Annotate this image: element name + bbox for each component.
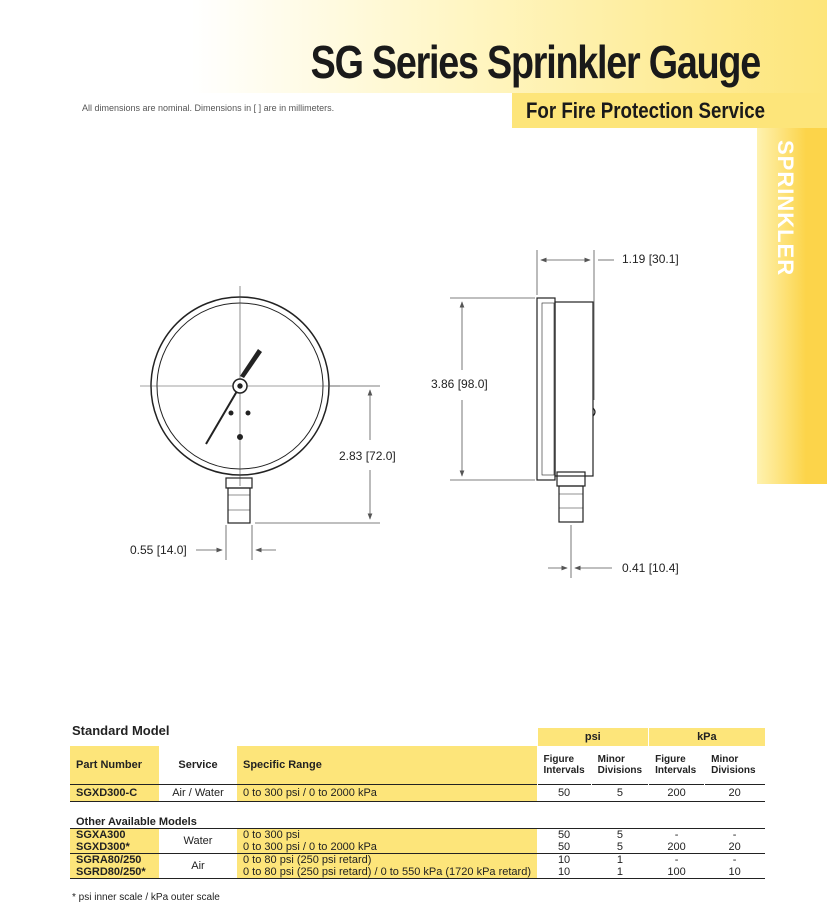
page-subtitle: For Fire Protection Service — [526, 98, 766, 123]
dim-stem-offset: 0.41 [10.4] — [622, 561, 679, 575]
dim-height: 2.83 [72.0] — [339, 449, 396, 463]
side-tab-label: SPRINKLER — [773, 140, 798, 277]
other-models-title: Other Available Models — [70, 802, 765, 829]
dim-depth: 1.19 [30.1] — [622, 252, 679, 266]
standard-model-title: Standard Model — [72, 723, 170, 738]
group-psi: psi — [537, 728, 649, 746]
header-part-number: Part Number — [70, 746, 159, 785]
group-kpa: kPa — [649, 728, 765, 746]
gauge-front-view — [140, 286, 340, 523]
page-title: SG Series Sprinkler Gauge — [310, 36, 760, 88]
dim-stem-width: 0.55 [14.0] — [130, 543, 187, 557]
footnote: * psi inner scale / kPa outer scale — [72, 892, 220, 903]
gauge-side-view — [537, 298, 595, 522]
table-row: SGRA80/250 Air 0 to 80 psi (250 psi retard) 10 1 - - — [70, 854, 765, 867]
header-psi-figure: Figure Intervals — [537, 746, 591, 785]
gauge-pointer — [206, 349, 262, 444]
dim-diameter: 3.86 [98.0] — [431, 377, 488, 391]
table-row: SGXD300* 0 to 300 psi / 0 to 2000 kPa 50 5 200 20 — [70, 841, 765, 854]
header-psi-minor: Minor Divisions — [591, 746, 648, 785]
header-range: Specific Range — [237, 746, 537, 785]
header-service: Service — [178, 759, 218, 771]
table-row: SGRD80/250* 0 to 80 psi (250 psi retard) / 0 to 550 kPa (1720 kPa retard) 10 1 100 10 — [70, 866, 765, 879]
dimension-note: All dimensions are nominal. Dimensions in [ ] are in millimeters. — [82, 103, 335, 113]
header-kpa-minor: Minor Divisions — [705, 746, 765, 785]
header-kpa-figure: Figure Intervals — [649, 746, 705, 785]
table-row: SGXA300 Water 0 to 300 psi 50 5 - - — [70, 829, 765, 842]
spec-table — [70, 728, 765, 879]
standard-row: SGXD300-C Air / Water 0 to 300 psi / 0 to 2000 kPa 50 5 200 20 — [70, 785, 765, 802]
